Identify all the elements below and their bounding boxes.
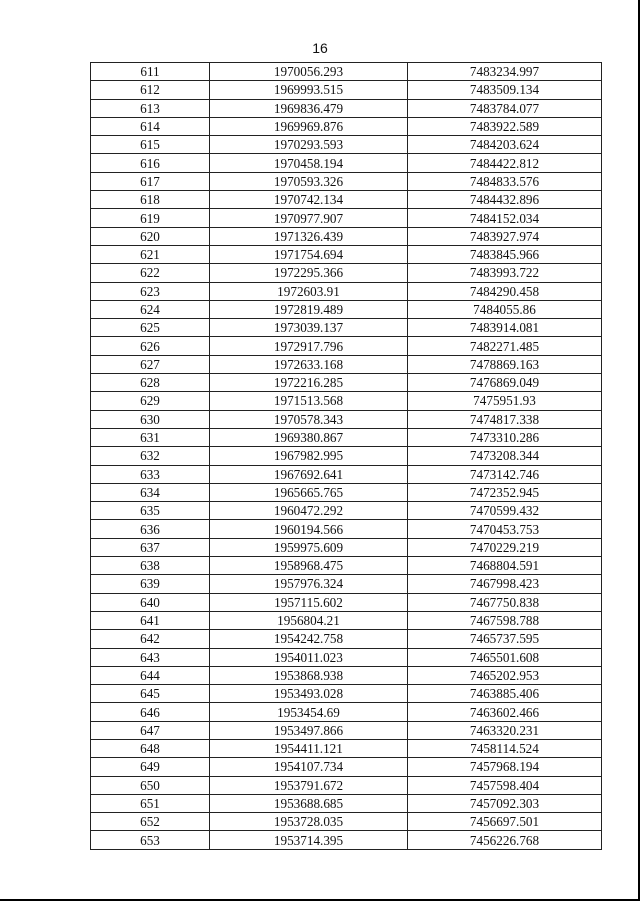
point-number-cell: 633 (91, 465, 210, 483)
point-number-cell: 636 (91, 520, 210, 538)
point-number-cell: 645 (91, 685, 210, 703)
table-row (91, 392, 602, 410)
table-row (91, 575, 602, 593)
point-number-cell: 625 (91, 319, 210, 337)
point-number-cell: 639 (91, 575, 210, 593)
y-coordinate-cell: 7473310.286 (408, 428, 602, 446)
x-coordinate-cell: 1971754.694 (210, 245, 408, 263)
y-coordinate-cell: 7457598.404 (408, 776, 602, 794)
point-number-cell: 642 (91, 630, 210, 648)
point-number-cell: 624 (91, 300, 210, 318)
x-coordinate-cell: 1972295.366 (210, 264, 408, 282)
table-row (91, 502, 602, 520)
table-row (91, 63, 602, 81)
x-coordinate-cell: 1969969.876 (210, 117, 408, 135)
x-coordinate-cell: 1954011.023 (210, 648, 408, 666)
x-coordinate-cell: 1960472.292 (210, 502, 408, 520)
x-coordinate-cell: 1954242.758 (210, 630, 408, 648)
y-coordinate-cell: 7484290.458 (408, 282, 602, 300)
x-coordinate-cell: 1967692.641 (210, 465, 408, 483)
table-row (91, 611, 602, 629)
point-number-cell: 628 (91, 374, 210, 392)
y-coordinate-cell: 7474817.338 (408, 410, 602, 428)
x-coordinate-cell: 1969993.515 (210, 81, 408, 99)
x-coordinate-cell: 1972633.168 (210, 355, 408, 373)
table-row (91, 117, 602, 135)
x-coordinate-cell: 1971513.568 (210, 392, 408, 410)
y-coordinate-cell: 7484152.034 (408, 209, 602, 227)
y-coordinate-cell: 7463602.466 (408, 703, 602, 721)
table-row (91, 813, 602, 831)
x-coordinate-cell: 1953728.035 (210, 813, 408, 831)
x-coordinate-cell: 1953868.938 (210, 666, 408, 684)
x-coordinate-cell: 1953454.69 (210, 703, 408, 721)
y-coordinate-cell: 7457092.303 (408, 794, 602, 812)
x-coordinate-cell: 1956804.21 (210, 611, 408, 629)
x-coordinate-cell: 1965665.765 (210, 483, 408, 501)
table-row (91, 593, 602, 611)
x-coordinate-cell: 1953791.672 (210, 776, 408, 794)
y-coordinate-cell: 7478869.163 (408, 355, 602, 373)
point-number-cell: 641 (91, 611, 210, 629)
x-coordinate-cell: 1957976.324 (210, 575, 408, 593)
x-coordinate-cell: 1972819.489 (210, 300, 408, 318)
table-row (91, 264, 602, 282)
x-coordinate-cell: 1953493.028 (210, 685, 408, 703)
y-coordinate-cell: 7484203.624 (408, 136, 602, 154)
x-coordinate-cell: 1953714.395 (210, 831, 408, 849)
table-row (91, 337, 602, 355)
x-coordinate-cell: 1972917.796 (210, 337, 408, 355)
y-coordinate-cell: 7456226.768 (408, 831, 602, 849)
page-number: 16 (312, 40, 328, 56)
y-coordinate-cell: 7484055.86 (408, 300, 602, 318)
x-coordinate-cell: 1954411.121 (210, 739, 408, 757)
y-coordinate-cell: 7463885.406 (408, 685, 602, 703)
point-number-cell: 614 (91, 117, 210, 135)
table-row (91, 227, 602, 245)
x-coordinate-cell: 1972216.285 (210, 374, 408, 392)
x-coordinate-cell: 1971326.439 (210, 227, 408, 245)
table-row (91, 191, 602, 209)
y-coordinate-cell: 7457968.194 (408, 758, 602, 776)
y-coordinate-cell: 7463320.231 (408, 721, 602, 739)
x-coordinate-cell: 1970293.593 (210, 136, 408, 154)
y-coordinate-cell: 7467598.788 (408, 611, 602, 629)
x-coordinate-cell: 1973039.137 (210, 319, 408, 337)
coordinates-table (90, 62, 602, 850)
y-coordinate-cell: 7483914.081 (408, 319, 602, 337)
y-coordinate-cell: 7467750.838 (408, 593, 602, 611)
point-number-cell: 643 (91, 648, 210, 666)
coordinates-table-body (91, 63, 602, 850)
point-number-cell: 631 (91, 428, 210, 446)
y-coordinate-cell: 7465737.595 (408, 630, 602, 648)
table-row (91, 99, 602, 117)
point-number-cell: 620 (91, 227, 210, 245)
x-coordinate-cell: 1954107.734 (210, 758, 408, 776)
x-coordinate-cell: 1970593.326 (210, 172, 408, 190)
point-number-cell: 630 (91, 410, 210, 428)
table-row (91, 282, 602, 300)
point-number-cell: 651 (91, 794, 210, 812)
table-row (91, 81, 602, 99)
x-coordinate-cell: 1970977.907 (210, 209, 408, 227)
y-coordinate-cell: 7483927.974 (408, 227, 602, 245)
point-number-cell: 629 (91, 392, 210, 410)
table-row (91, 666, 602, 684)
point-number-cell: 617 (91, 172, 210, 190)
x-coordinate-cell: 1953688.685 (210, 794, 408, 812)
table-row (91, 703, 602, 721)
table-row (91, 630, 602, 648)
table-row (91, 172, 602, 190)
table-row (91, 557, 602, 575)
table-row (91, 648, 602, 666)
y-coordinate-cell: 7465501.608 (408, 648, 602, 666)
table-row (91, 721, 602, 739)
point-number-cell: 626 (91, 337, 210, 355)
y-coordinate-cell: 7475951.93 (408, 392, 602, 410)
y-coordinate-cell: 7465202.953 (408, 666, 602, 684)
point-number-cell: 637 (91, 538, 210, 556)
table-row (91, 758, 602, 776)
table-row (91, 374, 602, 392)
point-number-cell: 638 (91, 557, 210, 575)
y-coordinate-cell: 7483922.589 (408, 117, 602, 135)
y-coordinate-cell: 7468804.591 (408, 557, 602, 575)
point-number-cell: 653 (91, 831, 210, 849)
y-coordinate-cell: 7476869.049 (408, 374, 602, 392)
point-number-cell: 650 (91, 776, 210, 794)
point-number-cell: 640 (91, 593, 210, 611)
point-number-cell: 646 (91, 703, 210, 721)
y-coordinate-cell: 7484833.576 (408, 172, 602, 190)
point-number-cell: 618 (91, 191, 210, 209)
x-coordinate-cell: 1969836.479 (210, 99, 408, 117)
x-coordinate-cell: 1969380.867 (210, 428, 408, 446)
point-number-cell: 623 (91, 282, 210, 300)
y-coordinate-cell: 7473142.746 (408, 465, 602, 483)
point-number-cell: 634 (91, 483, 210, 501)
y-coordinate-cell: 7482271.485 (408, 337, 602, 355)
point-number-cell: 611 (91, 63, 210, 81)
x-coordinate-cell: 1958968.475 (210, 557, 408, 575)
table-row (91, 245, 602, 263)
y-coordinate-cell: 7470229.219 (408, 538, 602, 556)
table-row (91, 483, 602, 501)
table-row (91, 465, 602, 483)
table-row (91, 410, 602, 428)
y-coordinate-cell: 7458114.524 (408, 739, 602, 757)
x-coordinate-cell: 1970056.293 (210, 63, 408, 81)
point-number-cell: 616 (91, 154, 210, 172)
x-coordinate-cell: 1967982.995 (210, 447, 408, 465)
y-coordinate-cell: 7483509.134 (408, 81, 602, 99)
point-number-cell: 612 (91, 81, 210, 99)
y-coordinate-cell: 7470453.753 (408, 520, 602, 538)
y-coordinate-cell: 7467998.423 (408, 575, 602, 593)
point-number-cell: 644 (91, 666, 210, 684)
point-number-cell: 635 (91, 502, 210, 520)
y-coordinate-cell: 7484422.812 (408, 154, 602, 172)
point-number-cell: 613 (91, 99, 210, 117)
y-coordinate-cell: 7483845.966 (408, 245, 602, 263)
y-coordinate-cell: 7470599.432 (408, 502, 602, 520)
y-coordinate-cell: 7473208.344 (408, 447, 602, 465)
point-number-cell: 652 (91, 813, 210, 831)
table-row (91, 831, 602, 849)
point-number-cell: 632 (91, 447, 210, 465)
table-row (91, 136, 602, 154)
point-number-cell: 627 (91, 355, 210, 373)
table-row (91, 447, 602, 465)
point-number-cell: 648 (91, 739, 210, 757)
x-coordinate-cell: 1957115.602 (210, 593, 408, 611)
y-coordinate-cell: 7483993.722 (408, 264, 602, 282)
table-row (91, 538, 602, 556)
y-coordinate-cell: 7456697.501 (408, 813, 602, 831)
point-number-cell: 622 (91, 264, 210, 282)
x-coordinate-cell: 1970742.134 (210, 191, 408, 209)
table-row (91, 300, 602, 318)
y-coordinate-cell: 7483234.997 (408, 63, 602, 81)
table-row (91, 319, 602, 337)
point-number-cell: 619 (91, 209, 210, 227)
x-coordinate-cell: 1959975.609 (210, 538, 408, 556)
table-row (91, 794, 602, 812)
table-row (91, 776, 602, 794)
table-row (91, 154, 602, 172)
x-coordinate-cell: 1972603.91 (210, 282, 408, 300)
point-number-cell: 615 (91, 136, 210, 154)
x-coordinate-cell: 1960194.566 (210, 520, 408, 538)
x-coordinate-cell: 1970578.343 (210, 410, 408, 428)
table-row (91, 739, 602, 757)
point-number-cell: 647 (91, 721, 210, 739)
y-coordinate-cell: 7484432.896 (408, 191, 602, 209)
point-number-cell: 621 (91, 245, 210, 263)
table-row (91, 428, 602, 446)
table-row (91, 355, 602, 373)
x-coordinate-cell: 1970458.194 (210, 154, 408, 172)
x-coordinate-cell: 1953497.866 (210, 721, 408, 739)
y-coordinate-cell: 7483784.077 (408, 99, 602, 117)
table-row (91, 685, 602, 703)
y-coordinate-cell: 7472352.945 (408, 483, 602, 501)
point-number-cell: 649 (91, 758, 210, 776)
table-row (91, 520, 602, 538)
table-row (91, 209, 602, 227)
